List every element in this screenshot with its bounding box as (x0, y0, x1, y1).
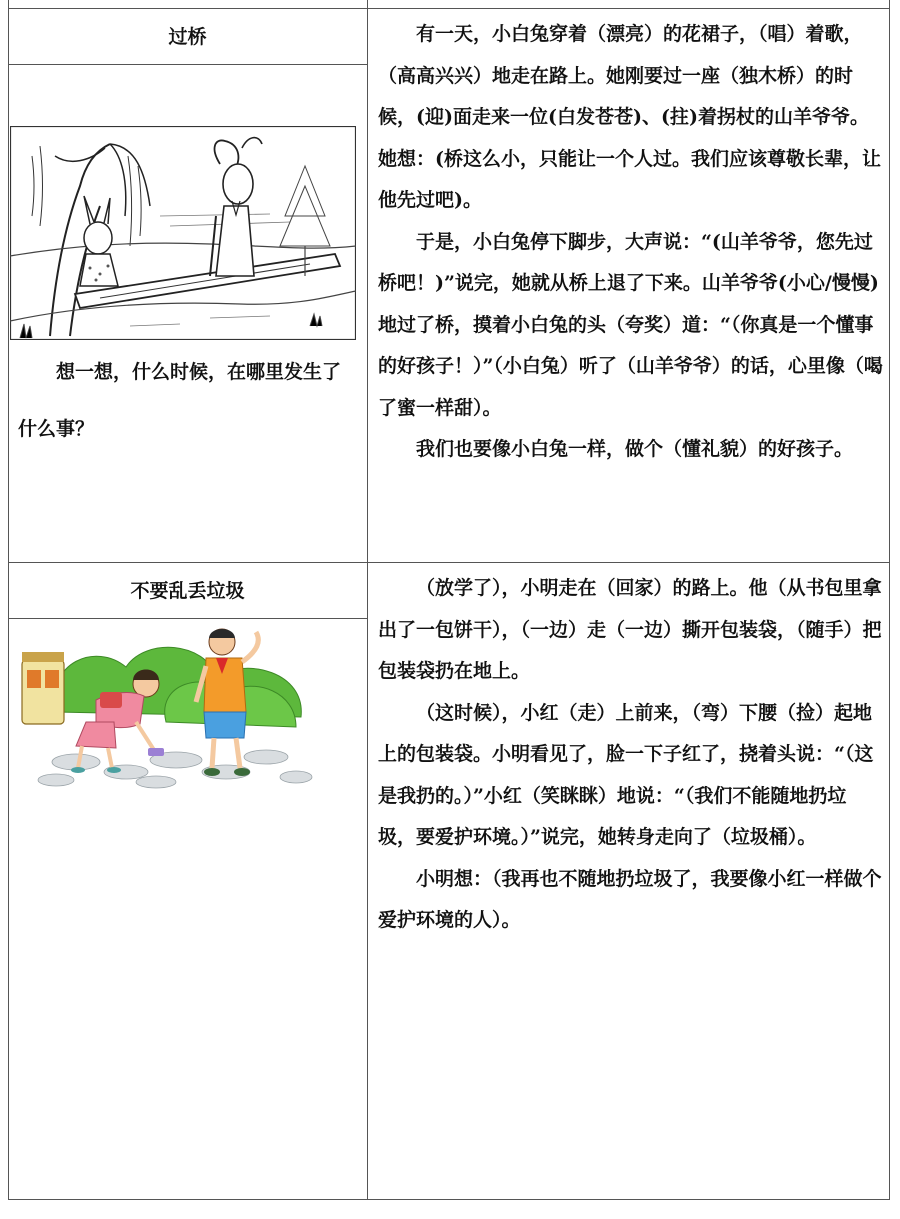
story1-text (378, 14, 883, 471)
story1-prompt-text: 想一想，什么时候，在哪里发生了什么事？ (18, 361, 342, 440)
story2-paragraph-1: （放学了），小明走在（回家）的路上。他（从书包里拿出了一包饼干），（一边）走（一边）撕开包装袋，（随手）把包装袋扔在地上。 (378, 577, 882, 682)
story1-prompt (18, 344, 358, 458)
story2-text (378, 568, 883, 942)
bridge-scene-drawing (10, 126, 356, 340)
story1-title-divider (8, 64, 367, 65)
worksheet-table (8, 0, 890, 1200)
story-divider (8, 562, 890, 563)
bridge-illustration (10, 126, 356, 340)
story2-title: 不要乱丢垃圾 (130, 580, 245, 602)
table-divider-middle (367, 0, 368, 1200)
litter-illustration (16, 622, 316, 790)
story1-paragraph-3: 我们也要像小白兔一样，做个（懂礼貌）的好孩子。 (416, 438, 854, 460)
table-border-bottom (8, 1199, 890, 1200)
story1-title: 过桥 (168, 26, 207, 48)
story2-title-divider (8, 618, 367, 619)
story2-paragraph-3: 小明想：（我再也不随地扔垃圾了，我要像小红一样做个爱护环境的人）。 (378, 867, 882, 931)
story2-paragraph-2: （这时候），小红（走）上前来，（弯）下腰（捡）起地上的包装袋。小明看见了，脸一下子红了，挠着头说：“（这是我扔的。）”小红（笑眯眯）地说：“（我们不能随地扔垃圾，要爱护环境。）”说完，她转身走向了（垃圾桶）。 (378, 701, 874, 848)
story1-paragraph-1: 有一天，小白兔穿着（漂亮）的花裙子，（唱）着歌，（高高兴兴）地走在路上。她刚要过一座（独木桥）的时候，(迎)面走来一位(白发苍苍)、(拄)着拐杖的山羊爷爷。她想：(桥这么小，只能让一个人过。我们应该尊敬长辈，让他先过吧)。 (378, 23, 881, 211)
table-border-right (889, 0, 890, 1200)
table-border-top (8, 8, 890, 9)
litter-scene-drawing (16, 622, 316, 790)
story1-paragraph-2: 于是，小白兔停下脚步，大声说：“(山羊爷爷，您先过桥吧！)”说完，她就从桥上退了下来。山羊爷爷(小心/慢慢)地过了桥，摸着小白兔的头（夸奖）道：“（你真是一个懂事的好孩子！）”（小白兔）听了（山羊爷爷）的话，心里像（喝了蜜一样甜）。 (378, 230, 883, 419)
